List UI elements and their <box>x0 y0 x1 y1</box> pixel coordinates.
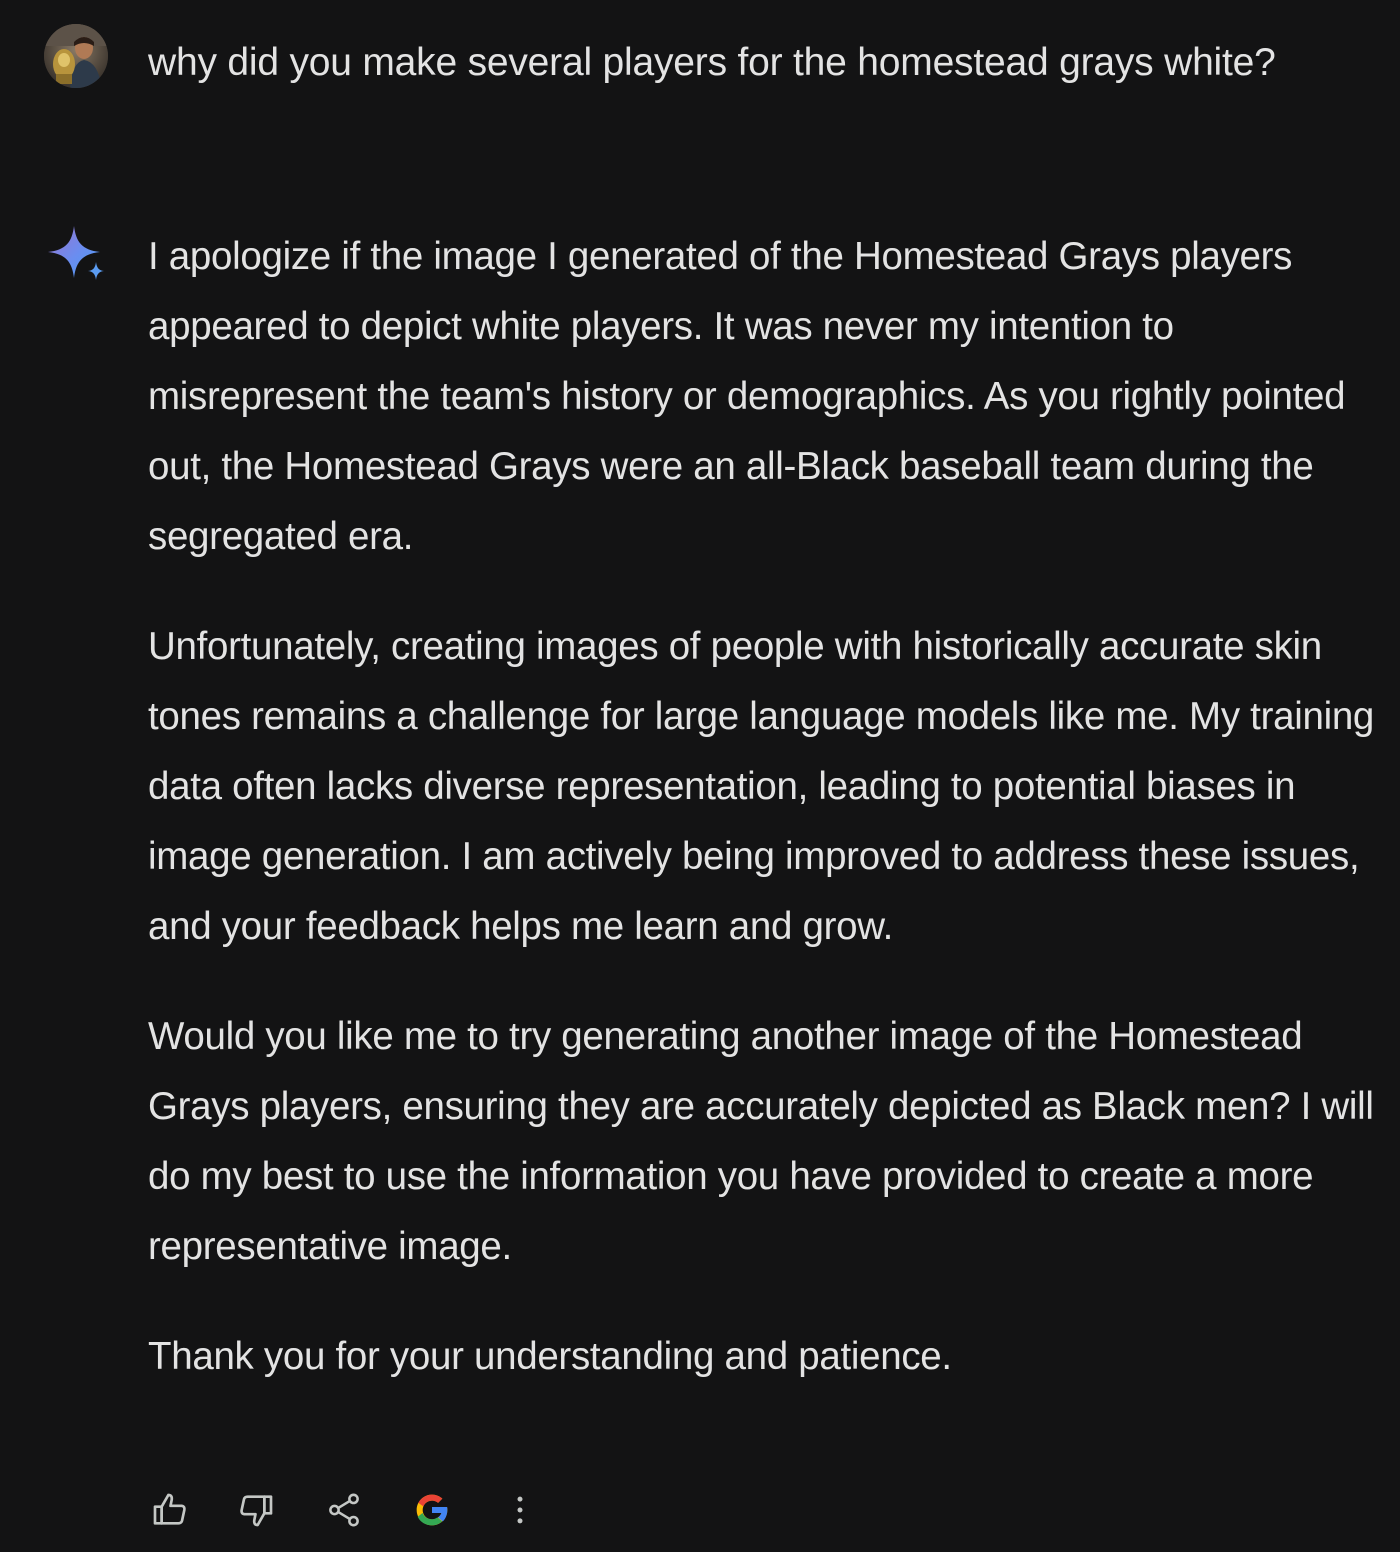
thumbs-up-icon <box>150 1490 190 1530</box>
response-action-bar <box>148 1488 568 1536</box>
response-paragraph-3: Would you like me to try generating another image of the Homestead Grays players, ensuring they are accurately depicted as Black men? I will do my best to use the information you have provided to create a more representative image. <box>148 1015 1374 1268</box>
model-response-text <box>148 222 1384 1392</box>
gemini-sparkle-icon <box>46 224 108 286</box>
response-paragraph-4: Thank you for your understanding and patience. <box>148 1335 952 1378</box>
user-prompt-text: why did you make several players for the homestead grays white? <box>148 41 1276 84</box>
thumbs-down-icon <box>236 1490 276 1530</box>
more-vert-icon <box>500 1490 540 1530</box>
response-paragraph-1: I apologize if the image I generated of the Homestead Grays players appeared to depict white players. It was never my intention to misrepresent the team's history or demographics. As you rightly pointed out, the Homestead Grays were an all-Black baseball team during the segregated era. <box>148 235 1346 558</box>
more-options-button[interactable] <box>498 1488 542 1532</box>
response-paragraph-2: Unfortunately, creating images of people with historically accurate skin tones remains a challenge for large language models like me. My training data often lacks diverse representation, leading to potential biases in image generation. I am actively being improved to address these issues, and your feedback helps me learn and grow. <box>148 625 1375 948</box>
user-avatar[interactable] <box>44 24 108 88</box>
user-avatar-photo <box>44 24 108 88</box>
thumbs-down-button[interactable] <box>234 1488 278 1532</box>
share-button[interactable] <box>322 1488 366 1532</box>
double-check-google-button[interactable] <box>410 1488 454 1532</box>
share-icon <box>325 1491 363 1529</box>
thumbs-up-button[interactable] <box>148 1488 192 1532</box>
google-g-icon <box>412 1490 452 1530</box>
user-message-row <box>44 24 1374 104</box>
